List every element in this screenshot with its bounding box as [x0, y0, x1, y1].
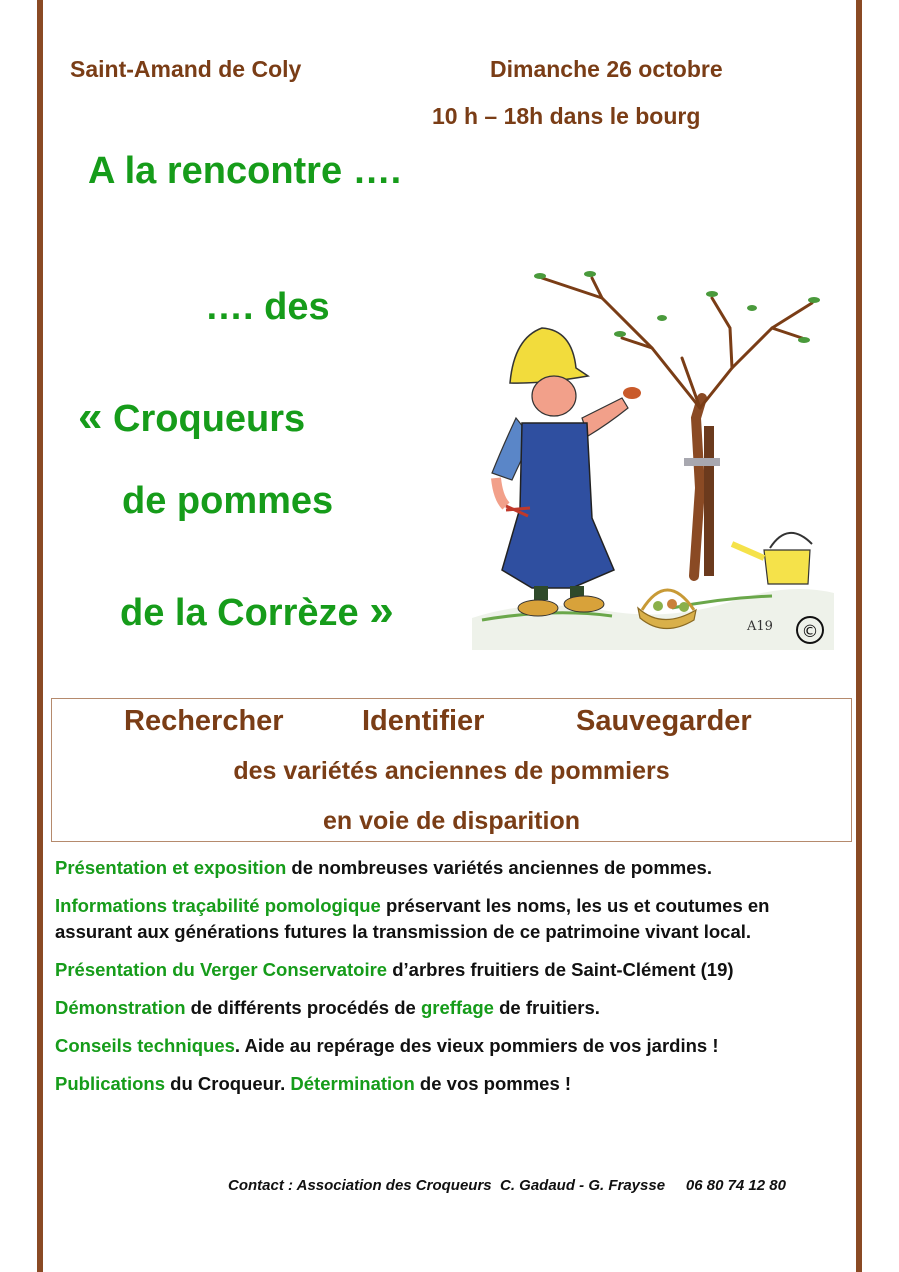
- feature-highlight: Publications: [55, 1073, 165, 1094]
- feature-highlight: Présentation et exposition: [55, 857, 287, 878]
- verb-identifier: Identifier: [362, 705, 485, 737]
- open-quote: «: [78, 392, 103, 441]
- feature-highlight: Détermination: [290, 1073, 415, 1094]
- feature-highlight: Présentation du Verger Conservatoire: [55, 959, 388, 980]
- feature-text: . Aide au repérage des vieux pommiers de vos jardins !: [234, 1035, 719, 1056]
- event-location: Saint-Amand de Coly: [70, 56, 302, 82]
- right-border: [856, 0, 862, 1272]
- mission-box: [51, 698, 852, 842]
- feature-text: de différents procédés de: [185, 997, 421, 1018]
- feature-text: du Croqueur.: [165, 1073, 291, 1094]
- feature-text: de nombreuses variétés anciennes de pommes.: [286, 857, 712, 878]
- headline-croqueurs: Croqueurs: [102, 398, 306, 440]
- headline-line-3: [78, 392, 305, 442]
- mission-line-1: des variétés anciennes de pommiers: [233, 757, 670, 785]
- feature-item: [55, 855, 850, 881]
- feature-text: d’arbres fruitiers de Saint-Clément (19): [387, 959, 734, 980]
- headline-correze: de la Corrèze: [120, 592, 370, 634]
- feature-item: [55, 995, 850, 1021]
- feature-item: [55, 1071, 850, 1097]
- verb-sauvegarder: Sauvegarder: [576, 705, 752, 737]
- close-quote: »: [369, 586, 394, 635]
- feature-highlight: Informations traçabilité pomologique: [55, 895, 381, 916]
- mission-line-2: en voie de disparition: [323, 807, 580, 835]
- feature-text: de fruitiers.: [493, 997, 600, 1018]
- feature-highlight: greffage: [420, 997, 494, 1018]
- feature-list: [55, 855, 850, 1109]
- headline-line-5: [120, 586, 394, 636]
- feature-item: [55, 893, 850, 945]
- verb-rechercher: Rechercher: [124, 705, 284, 737]
- copyright-symbol: ©: [801, 622, 819, 642]
- gardener-illustration: [472, 258, 834, 650]
- headline-line-1: A la rencontre ….: [88, 150, 402, 192]
- left-border: [37, 0, 43, 1272]
- feature-text: préservant les noms, les us et coutumes en assurant aux générations futures la transmission de ce patrimoine vivant local.: [55, 895, 770, 942]
- feature-highlight: Démonstration: [55, 997, 186, 1018]
- event-date: Dimanche 26 octobre: [490, 56, 723, 82]
- headline-line-2: …. des: [205, 286, 330, 328]
- headline-line-4: de pommes: [122, 480, 334, 522]
- event-hours: 10 h – 18h dans le bourg: [432, 103, 701, 129]
- feature-highlight: Conseils techniques: [55, 1035, 235, 1056]
- artist-signature: A19: [747, 619, 773, 634]
- contact-line: Contact : Association des Croqueurs C. Gadaud - G. Fraysse 06 80 74 12 80: [228, 1177, 786, 1194]
- feature-item: [55, 1033, 850, 1059]
- feature-item: [55, 957, 850, 983]
- feature-text: de vos pommes !: [414, 1073, 572, 1094]
